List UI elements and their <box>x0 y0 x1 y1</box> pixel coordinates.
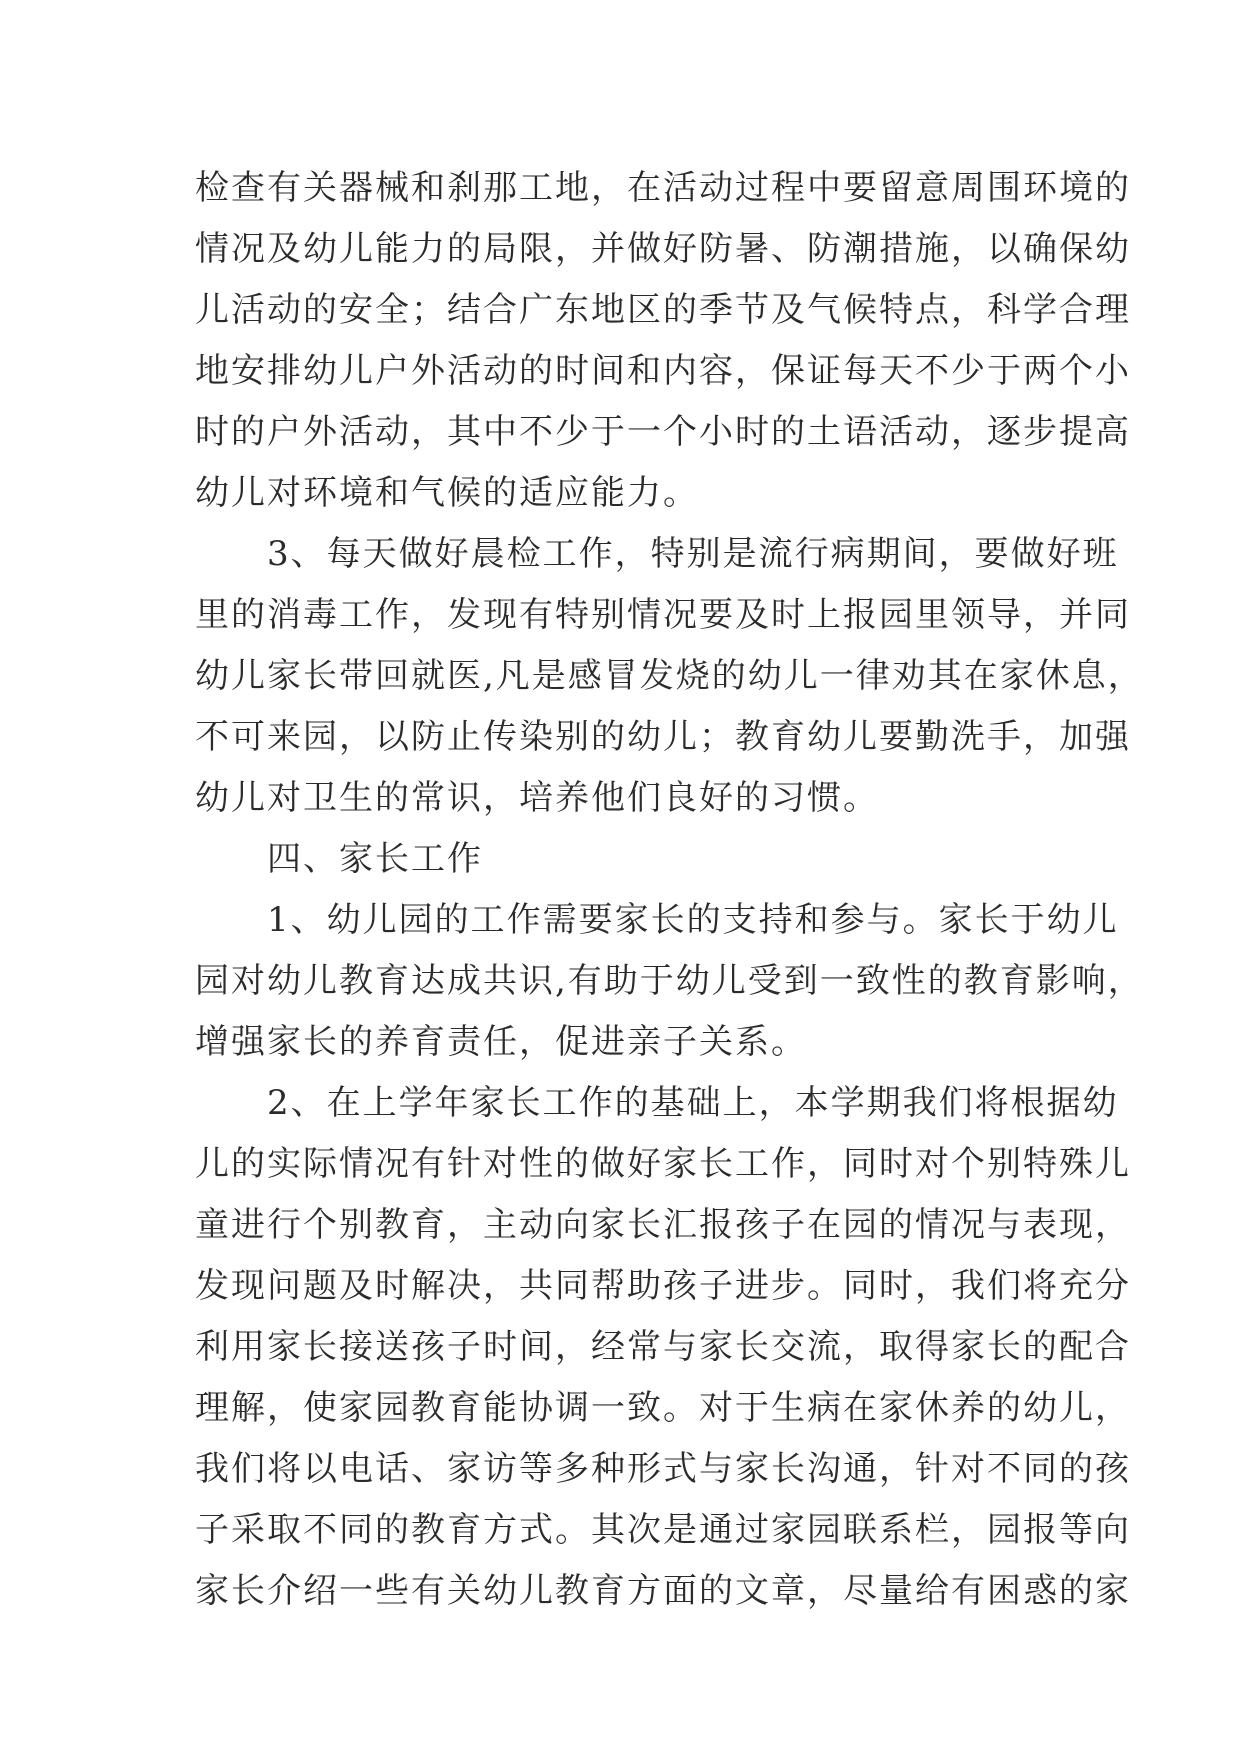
text-line: 利用家长接送孩子时间，经常与家长交流，取得家长的配合 <box>195 1327 1131 1367</box>
section-heading: 四、家长工作 <box>195 839 483 879</box>
text-line: 儿活动的安全；结合广东地区的季节及气候特点，科学合理 <box>195 290 1131 330</box>
text-line: 增强家长的养育责任，促进亲子关系。 <box>195 1022 807 1062</box>
text-line: 检查有关器械和刹那工地，在活动过程中要留意周围环境的 <box>195 168 1131 208</box>
text-line: 发现问题及时解决，共同帮助孩子进步。同时，我们将充分 <box>195 1266 1131 1306</box>
text-line: 时的户外活动，其中不少于一个小时的土语活动，逐步提高 <box>195 412 1131 452</box>
text-line: 地安排幼儿户外活动的时间和内容，保证每天不少于两个小 <box>195 351 1131 391</box>
text-line: 家长介绍一些有关幼儿教育方面的文章，尽量给有困惑的家 <box>195 1571 1131 1611</box>
text-line: 童进行个别教育，主动向家长汇报孩子在园的情况与表现， <box>195 1205 1131 1245</box>
body-text <box>195 158 1144 1622</box>
text-line: 3、每天做好晨检工作，特别是流行病期间，要做好班 <box>195 534 1119 574</box>
text-line: 不可来园，以防止传染别的幼儿；教育幼儿要勤洗手，加强 <box>195 717 1131 757</box>
text-line: 里的消毒工作，发现有特别情况要及时上报园里领导，并同 <box>195 595 1131 635</box>
text-line: 子采取不同的教育方式。其次是通过家园联系栏，园报等向 <box>195 1510 1131 1550</box>
text-line: 2、在上学年家长工作的基础上，本学期我们将根据幼 <box>195 1083 1119 1123</box>
text-line: 1、幼儿园的工作需要家长的支持和参与。家长于幼儿 <box>195 900 1119 940</box>
text-line: 园对幼儿教育达成共识,有助于幼儿受到一致性的教育影响， <box>195 961 1144 1001</box>
text-line: 幼儿家长带回就医,凡是感冒发烧的幼儿一律劝其在家休息， <box>195 656 1144 696</box>
text-line: 情况及幼儿能力的局限，并做好防暑、防潮措施，以确保幼 <box>195 229 1131 269</box>
text-line: 我们将以电话、家访等多种形式与家长沟通，针对不同的孩 <box>195 1449 1131 1489</box>
text-line: 理解，使家园教育能协调一致。对于生病在家休养的幼儿， <box>195 1388 1131 1428</box>
text-line: 幼儿对环境和气候的适应能力。 <box>195 473 699 513</box>
text-line: 儿的实际情况有针对性的做好家长工作，同时对个别特殊儿 <box>195 1144 1131 1184</box>
text-line: 幼儿对卫生的常识，培养他们良好的习惯。 <box>195 778 879 818</box>
